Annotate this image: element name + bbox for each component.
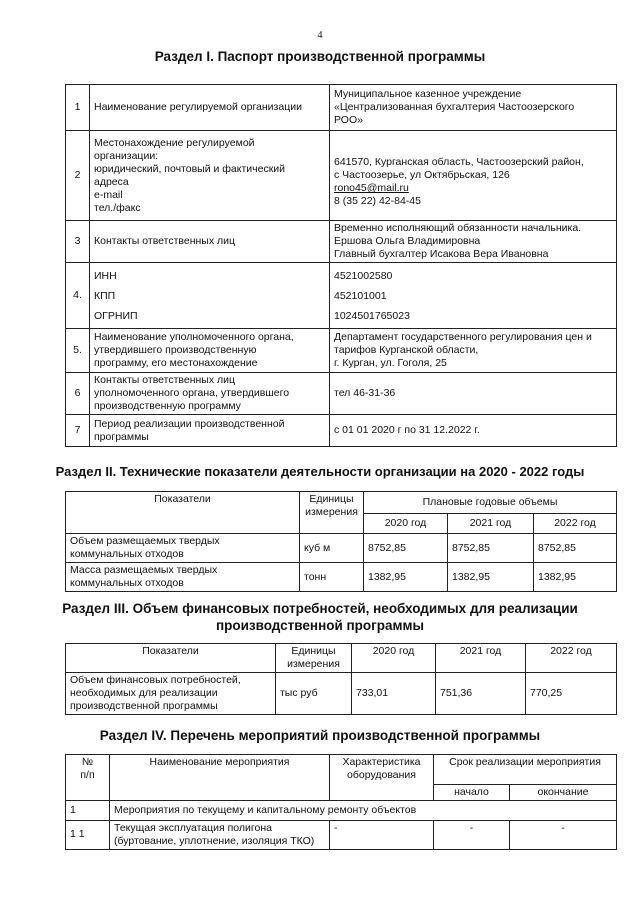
s4-row2-equipment: - <box>330 820 434 849</box>
s1-row-label: Контакты ответственных лиц <box>90 221 330 263</box>
s1-row-number: 7 <box>66 415 90 447</box>
s2-row-value: 1382,95 <box>534 563 617 592</box>
section1-title: Раздел I. Паспорт производственной программы <box>154 49 486 64</box>
s1-row-label: Наименование регулируемой организации <box>90 85 330 131</box>
s3-row-unit: тыс руб <box>276 673 352 715</box>
table-row <box>66 820 617 849</box>
section4-title: Раздел IV. Перечень мероприятий производственной программы <box>99 728 541 743</box>
s2-row-unit: тонн <box>300 563 364 592</box>
table-row <box>66 329 617 373</box>
s3-row-name: Объем финансовых потребностей, необходимых для реализации производственной программы <box>66 673 276 715</box>
s2-header-indicators: Показатели <box>66 492 300 534</box>
s3-year-2020: 2020 год <box>352 644 436 673</box>
s4-row2-start: - <box>434 820 510 849</box>
s1-row-number: 3 <box>66 221 90 263</box>
table-row <box>66 85 617 131</box>
table-row <box>66 673 617 715</box>
table-row <box>66 263 617 329</box>
s4-header-no: № п/п <box>66 755 110 801</box>
s1-row-value: Временно исполняющий обязанности начальника. Ершова Ольга Владимировна Главный бухгалтер Исакова Вера Ивановна <box>330 221 617 263</box>
s3-row-value-2021: 751,36 <box>436 673 526 715</box>
s3-year-2021: 2021 год <box>436 644 526 673</box>
s4-row1-no: 1 <box>66 800 110 820</box>
s4-row2-end: - <box>510 820 617 849</box>
s2-header-planned: Плановые годовые объемы <box>364 492 617 514</box>
s4-header-term: Срок реализации мероприятия <box>434 755 617 785</box>
s1-row-value: тел 46-31-36 <box>330 373 617 415</box>
s1-row-value: 641570, Курганская область, Частоозерский район, с Частоозерье, ул Октябрьская, 126 rono45@mail.ru 8 (35 22) 42-84-45 <box>330 131 617 221</box>
table-row <box>66 800 617 820</box>
s3-year-2022: 2022 год <box>526 644 617 673</box>
s4-header-name: Наименование мероприятия <box>110 755 330 801</box>
s1-row-number: 2 <box>66 131 90 221</box>
s2-year-2021: 2021 год <box>448 514 534 534</box>
section2-table <box>65 491 617 592</box>
s3-header-indicators: Показатели <box>66 644 276 673</box>
section2-title: Раздел II. Технические показатели деятельности организации на 2020 - 2022 годы <box>55 464 585 479</box>
s1-row-label: Местонахождение регулируемой организации: юридический, почтовый и фактический адреса e-mail тел./факс <box>90 131 330 221</box>
s2-row-value: 8752,85 <box>534 534 617 563</box>
table-row <box>66 221 617 263</box>
s2-row-value: 8752,85 <box>364 534 448 563</box>
s1-row-number: 4. <box>66 263 90 329</box>
s1-row-number: 1 <box>66 85 90 131</box>
s4-row2-name: Текущая эксплуатация полигона (буртование, уплотнение, изоляция ТКО) <box>110 820 330 849</box>
s4-header-start: начало <box>434 785 510 801</box>
s2-row-name: Масса размещаемых твердых коммунальных отходов <box>66 563 300 592</box>
s1-row-label: Наименование уполномоченного органа, утвердившего производственную программу, его местонахождение <box>90 329 330 373</box>
s3-row-value-2022: 770,25 <box>526 673 617 715</box>
s2-row-value: 8752,85 <box>448 534 534 563</box>
s2-row-value: 1382,95 <box>364 563 448 592</box>
table-row <box>66 415 617 447</box>
s1-row-value: с 01 01 2020 г по 31 12.2022 г. <box>330 415 617 447</box>
table-row <box>66 563 617 592</box>
section3-table <box>65 643 617 715</box>
section1-table <box>65 84 617 447</box>
s4-header-equipment: Характеристика оборудования <box>330 755 434 801</box>
s1-row-number: 6 <box>66 373 90 415</box>
table-row <box>66 534 617 563</box>
page-number: 4 <box>317 30 323 41</box>
s1-row-label: Контакты ответственных лиц уполномоченного органа, утвердившего производственную программу <box>90 373 330 415</box>
s1-row-value: Департамент государственного регулирования цен и тарифов Курганской области, г. Курган, ул. Гоголя, 25 <box>330 329 617 373</box>
s2-row-name: Объем размещаемых твердых коммунальных отходов <box>66 534 300 563</box>
s1-row-value: Муниципальное казенное учреждение «Централизованная бухгалтерия Частоозерского РОО» <box>330 85 617 131</box>
s2-row-value: 1382,95 <box>448 563 534 592</box>
s1-row-value: 4521002580 452101001 1024501765023 <box>330 263 617 329</box>
s1-row-label: Период реализации производственной программы <box>90 415 330 447</box>
s3-header-units: Единицы измерения <box>276 644 352 673</box>
s1-row-number: 5. <box>66 329 90 373</box>
s2-header-units: Единицы измерения <box>300 492 364 534</box>
s2-year-2022: 2022 год <box>534 514 617 534</box>
s3-row-value-2020: 733,01 <box>352 673 436 715</box>
s4-row2-no: 1 1 <box>66 820 110 849</box>
s4-row1-text: Мероприятия по текущему и капитальному ремонту объектов <box>110 800 617 820</box>
s2-row-unit: куб м <box>300 534 364 563</box>
s2-year-2020: 2020 год <box>364 514 448 534</box>
s4-header-end: окончание <box>510 785 617 801</box>
table-row <box>66 373 617 415</box>
section4-table <box>65 754 617 850</box>
section3-title: Раздел III. Объем финансовых потребностей, необходимых для реализации производственной программы <box>62 601 578 633</box>
table-row <box>66 131 617 221</box>
s1-row-label: ИНН КПП ОГРНИП <box>90 263 330 329</box>
